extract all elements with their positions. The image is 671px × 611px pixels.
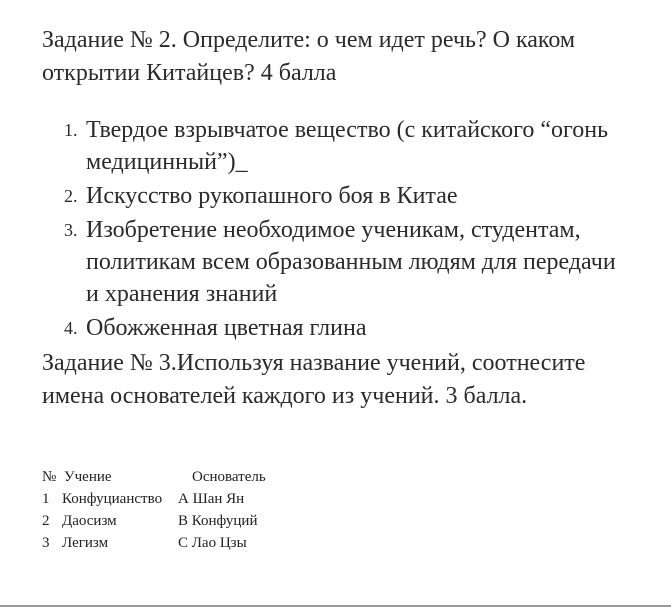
bottom-divider [0,605,671,607]
row-teaching: Конфуцианство [62,491,163,507]
list-item-text: Твердое взрывчатое вещество (с китайского “огонь медицинный”)_ [86,117,609,175]
row-teaching: Легизм [62,535,109,551]
list-item [64,180,624,212]
teachings-table [42,466,312,554]
header-founder: Основатель [192,469,266,485]
row-number: 3 [42,535,50,551]
list-item-text: Искусство рукопашного боя в Китае [86,183,458,209]
table-row [42,488,312,510]
row-founder: В Конфуций [178,513,258,529]
row-founder: С Лао Цзы [178,535,247,551]
list-item-number: 3. [64,220,78,240]
list-item [64,114,624,178]
list-item-number: 4. [64,318,78,338]
row-teaching: Даосизм [62,513,117,529]
list-item-number: 2. [64,186,78,206]
task-2-heading: Задание № 2. Определите: о чем идет речь? О каком открытии Китайцев? 4 балла [42,27,576,86]
list-item [64,312,624,344]
table-header-row [42,466,312,488]
list-item-text: Обожженная цветная глина [86,315,367,341]
table-row [42,510,312,532]
list-item-number: 1. [64,120,78,140]
row-number: 1 [42,491,50,507]
table-row [42,532,312,554]
header-teaching: Учение [64,469,112,485]
row-founder: А Шан Ян [178,491,245,507]
row-number: 2 [42,513,50,529]
task-3-heading: Задание № 3.Используя название учений, соотнесите имена основателей каждого из учений. 3 балла. [42,350,586,409]
discovery-list [64,114,624,346]
list-item-text: Изобретение необходимое ученикам, студентам, политикам всем образованным людям для передачи и хранения знаний [86,217,616,307]
list-item [64,214,624,310]
header-number: № [42,469,57,485]
